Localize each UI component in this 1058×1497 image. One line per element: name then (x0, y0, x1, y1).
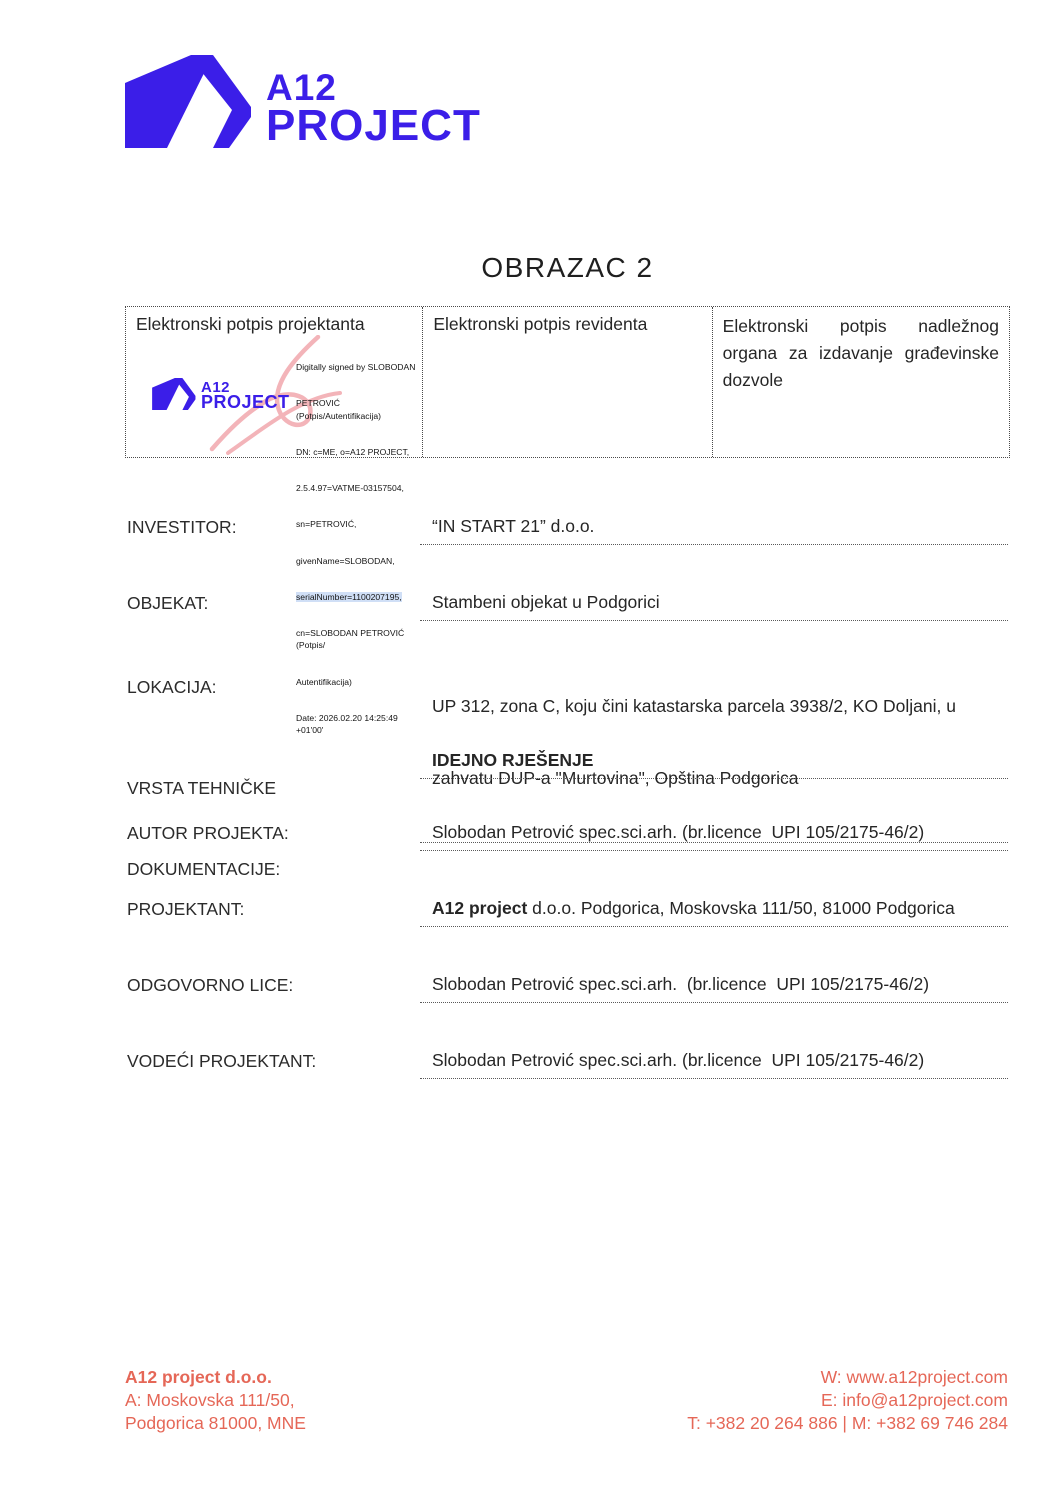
label-objekat: OBJEKAT: (127, 593, 209, 613)
signature-line: sn=PETROVIĆ, (296, 519, 357, 530)
signature-serial-highlight: serialNumber=1100207195, (296, 591, 402, 602)
label-autor-projekta: AUTOR PROJEKTA: (127, 823, 289, 843)
page-title: OBRAZAC 2 (481, 252, 654, 283)
value-autor-projekta: Slobodan Petrović spec.sci.arh. (br.licence UPI 105/2175-46/2) (420, 820, 1008, 851)
label-lokacija: LOKACIJA: (127, 677, 217, 697)
value-projektant-company: A12 project (432, 898, 528, 918)
signature-logo-word-project: PROJECT (201, 392, 290, 412)
value-lokacija-line-1: UP 312, zona C, koju čini katastarska parcela 3938/2, KO Doljani, u (432, 696, 956, 716)
signature-logo-word-a12: A12 (201, 379, 231, 396)
footer-address-line-2: Podgorica 81000, MNE (125, 1413, 306, 1433)
footer-company-name: A12 project d.o.o. (125, 1367, 272, 1387)
footer-contact-info (687, 1366, 1008, 1435)
value-projektant-address: d.o.o. Podgorica, Moskovska 111/50, 81000 Podgorica (527, 898, 955, 918)
cell-2-header: Elektronski potpis revidenta (433, 314, 648, 334)
label-vodeci-projektant: VODEĆI PROJEKTANT: (127, 1051, 317, 1071)
logo-word-a12: A12 (266, 67, 337, 108)
label-vrsta-line-2: DOKUMENTACIJE: (127, 859, 281, 879)
value-odgovorno-lice: Slobodan Petrović spec.sci.arh. (br.licence UPI 105/2175-46/2) (420, 972, 1008, 1003)
signature-line: Autentifikacija) (296, 676, 352, 687)
value-projektant (420, 896, 1008, 927)
signature-line: Digitally signed by SLOBODAN (296, 362, 416, 373)
label-projektant: PROJEKTANT: (127, 899, 245, 919)
label-investitor: INVESTITOR: (127, 517, 237, 537)
signature-line: Date: 2026.02.20 14:25:49 +01'00' (296, 712, 401, 735)
label-vrsta-line-1: VRSTA TEHNIČKE (127, 778, 277, 798)
footer-website: W: www.a12project.com (820, 1367, 1008, 1387)
footer-phones: T: +382 20 264 886 | M: +382 69 746 284 (687, 1413, 1008, 1433)
cell-3-header: Elektronski potpis nadležnog organa za izdavanje građevinske dozvole (722, 316, 999, 390)
signature-line: PETROVIĆ (Potpis/Autentifikacija) (296, 398, 382, 421)
signature-line: 2.5.4.97=VATME-03157504, (296, 483, 404, 494)
signature-line: DN: c=ME, o=A12 PROJECT, (296, 446, 410, 457)
value-lokacija-line-2: zahvatu DUP-a "Murtovina", Opština Podgorica (432, 768, 799, 788)
footer-email: E: info@a12project.com (820, 1390, 1008, 1410)
cell-1-header: Elektronski potpis projektanta (136, 314, 365, 334)
value-investitor: “IN START 21” d.o.o. (420, 514, 1008, 545)
value-lokacija (420, 646, 1008, 843)
signature-line: cn=SLOBODAN PETROVIĆ (Potpis/ (296, 628, 407, 651)
footer-company-info (125, 1366, 306, 1435)
logo-word-project: PROJECT (266, 101, 481, 150)
footer-address-line-1: A: Moskovska 111/50, (125, 1390, 295, 1410)
value-vodeci-projektant: Slobodan Petrović spec.sci.arh. (br.licence UPI 105/2175-46/2) (420, 1048, 1008, 1079)
value-vrsta-dokumentacije: IDEJNO RJEŠENJE (420, 748, 1008, 779)
label-odgovorno-lice: ODGOVORNO LICE: (127, 975, 294, 995)
form-fields (125, 0, 1010, 1497)
signature-line: givenName=SLOBODAN, (296, 555, 395, 566)
value-objekat: Stambeni objekat u Podgorici (420, 590, 1008, 621)
